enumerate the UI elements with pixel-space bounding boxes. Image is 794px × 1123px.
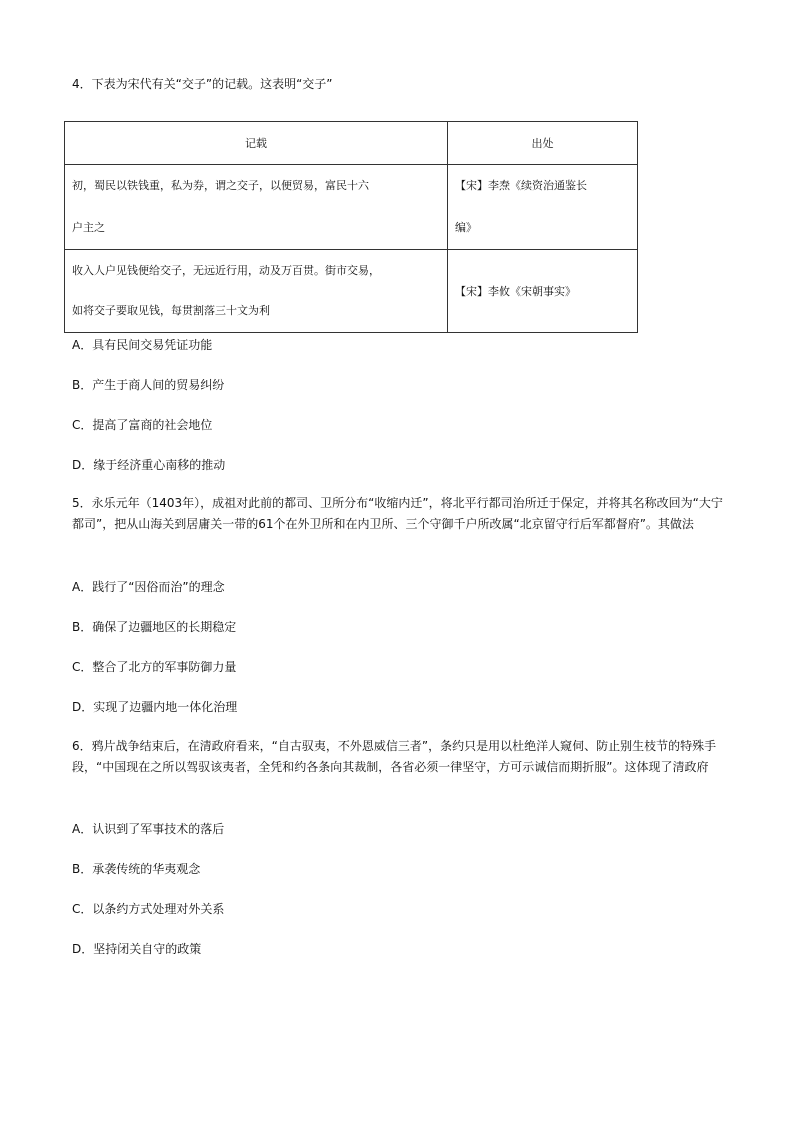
- q5-option-a: A．践行了“因俗而治”的理念: [72, 580, 225, 594]
- table-row: [65, 250, 638, 333]
- q4-option-c: C．提高了富商的社会地位: [72, 418, 213, 432]
- source-cell: [448, 165, 638, 250]
- q4-option-b: B．产生于商人间的贸易纠纷: [72, 378, 225, 392]
- record-line: 如将交子要取见钱，每贯割落三十文为利: [72, 304, 270, 317]
- q6-option-d: D．坚持闭关自守的政策: [72, 942, 202, 956]
- records-table: [64, 121, 638, 333]
- q5-stem: 5．永乐元年（1403年），成祖对此前的都司、卫所分布“收缩内迁”，将北平行都司治所迁于保定，并将其名称改回为“大宁都司”，把从山海关到居庸关一带的61个在外卫所和在内卫所、三个守御千户所改属“北京留守行后军都督府”。其做法: [72, 496, 723, 531]
- source-cell: [448, 250, 638, 333]
- record-line: 收入人户见钱便给交子，无远近行用，动及万百贯。街市交易，: [72, 264, 380, 277]
- q6-option-c: C．以条约方式处理对外关系: [72, 902, 225, 916]
- q5-option-c: C．整合了北方的军事防御力量: [72, 660, 237, 674]
- record-line: 户主之: [72, 221, 105, 234]
- table-header-row: [65, 122, 638, 165]
- source-line: 编》: [455, 221, 477, 234]
- header-record: 记载: [65, 122, 448, 165]
- q4-option-a: A．具有民间交易凭证功能: [72, 338, 213, 352]
- source-line: 【宋】李攸《宋朝事实》: [455, 285, 576, 298]
- record-cell: [65, 165, 448, 250]
- table-row: [65, 165, 638, 250]
- q4-option-d: D．缘于经济重心南移的推动: [72, 458, 226, 472]
- q6-option-a: A．认识到了军事技术的落后: [72, 822, 225, 836]
- q5-option-b: B．确保了边疆地区的长期稳定: [72, 620, 237, 634]
- header-source: 出处: [448, 122, 638, 165]
- q6-option-b: B．承袭传统的华夷观念: [72, 862, 201, 876]
- record-line: 初，蜀民以铁钱重，私为券，谓之交子，以便贸易，富民十六: [72, 179, 369, 192]
- q6-stem: 6．鸦片战争结束后，在清政府看来，“自古驭夷，不外恩威信三者”，条约只是用以杜绝洋人窥伺、防止别生枝节的特殊手段，“中国现在之所以驾驭该夷者，全凭和约各条向其裁制，各省必须一律坚守，方可示诚信而期折服”。这体现了清政府: [72, 739, 717, 774]
- q4-stem: 4．下表为宋代有关“交子”的记载。这表明“交子”: [72, 77, 333, 91]
- source-line: 【宋】李焘《续资治通鉴长: [455, 179, 587, 192]
- record-cell: [65, 250, 448, 333]
- q5-option-d: D．实现了边疆内地一体化治理: [72, 700, 238, 714]
